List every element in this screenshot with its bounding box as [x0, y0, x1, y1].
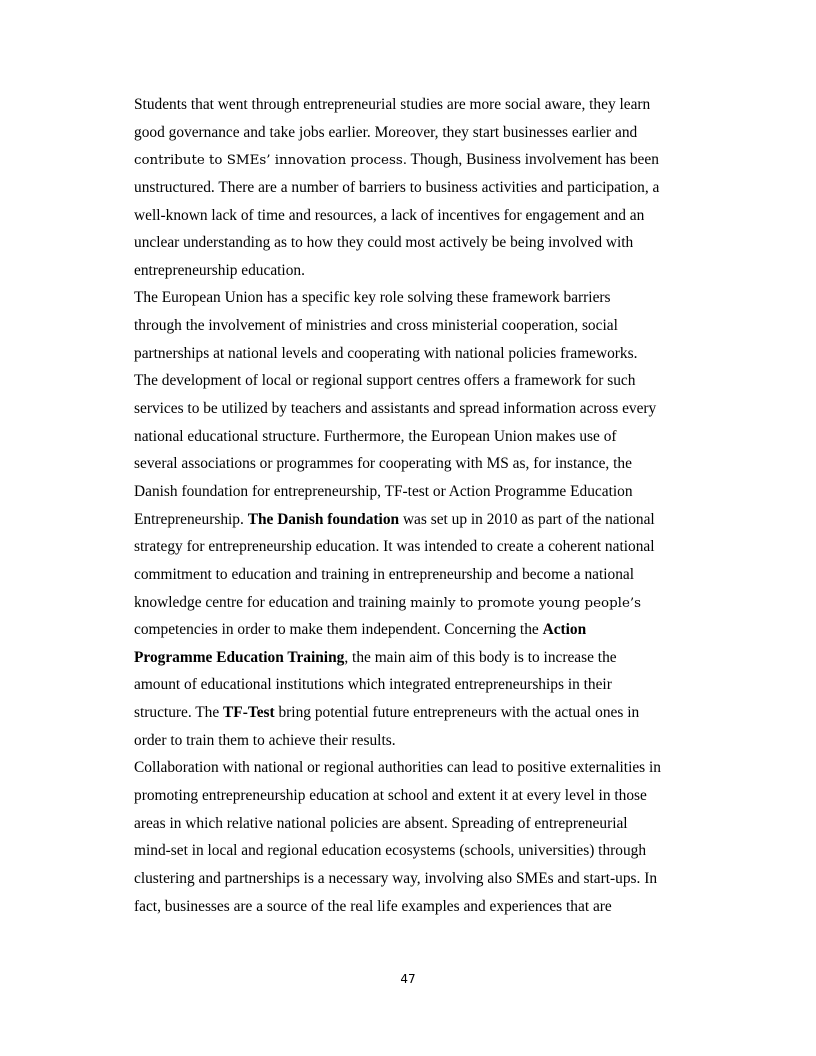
- text-line: unclear understanding as to how they could most actively be being involved with: [134, 234, 634, 252]
- text-line: promoting entrepreneurship education at school and extent it at every level in those: [134, 787, 647, 805]
- text-line: several associations or programmes for cooperating with MS as, for instance, the: [134, 455, 632, 473]
- text-line: services to be utilized by teachers and assistants and spread information across every: [134, 400, 657, 418]
- bold-term: Action: [542, 621, 587, 639]
- text-line: mind-set in local and regional education ecosystems (schools, universities) through: [134, 842, 647, 860]
- text-run: competencies in order to make them independent. Concerning the: [134, 621, 543, 639]
- text-line: strategy for entrepreneurship education. It was intended to create a coherent national: [134, 538, 655, 556]
- text-run: bring potential future entrepreneurs with the actual ones in: [274, 704, 640, 722]
- text-line: entrepreneurship education.: [134, 261, 305, 279]
- text-line: partnerships at national levels and cooperating with national policies frameworks.: [134, 344, 638, 362]
- text-line: through the involvement of ministries and cross ministerial cooperation, social: [134, 317, 618, 335]
- text-line: Collaboration with national or regional authorities can lead to positive externalities in: [134, 759, 661, 777]
- text-line: [134, 589, 686, 617]
- text-line: [134, 699, 686, 727]
- text-line: The European Union has a specific key role solving these framework barriers: [134, 289, 611, 307]
- text-run: Though, Business involvement has been: [406, 151, 659, 169]
- text-run: knowledge centre for education and training: [134, 593, 411, 611]
- page-number: 47: [400, 972, 416, 986]
- text-line: commitment to education and training in entrepreneurship and become a national: [134, 565, 635, 583]
- paragraph-2: [134, 284, 686, 754]
- bold-term: The Danish foundation: [247, 510, 400, 528]
- text-line: Students that went through entrepreneurial studies are more social aware, they learn: [134, 96, 651, 113]
- text-line: [134, 644, 686, 672]
- bold-term: Programme Education Training: [134, 648, 345, 666]
- text-line: The development of local or regional support centres offers a framework for such: [134, 372, 636, 390]
- text-line: areas in which relative national policies are absent. Spreading of entrepreneurial: [134, 814, 628, 832]
- text-run: structure. The: [134, 704, 224, 722]
- text-line: clustering and partnerships is a necessary way, involving also SMEs and start-ups. In: [134, 869, 658, 887]
- text-run: , the main aim of this body is to increase the: [344, 648, 617, 666]
- text-line: order to train them to achieve their results.: [134, 731, 396, 749]
- text-run: was set up in 2010 as part of the national: [399, 510, 655, 528]
- text-line: good governance and take jobs earlier. Moreover, they start businesses earlier and: [134, 123, 638, 141]
- paragraph-1: [134, 91, 686, 284]
- paragraph-3: [134, 754, 686, 920]
- text-line: Danish foundation for entrepreneurship, TF-test or Action Programme Education: [134, 482, 633, 500]
- text-line: amount of educational institutions which integrated entrepreneurships in their: [134, 676, 612, 694]
- text-line: [134, 616, 686, 644]
- text-run: Entrepreneurship.: [134, 510, 248, 528]
- text-line: [134, 146, 686, 174]
- text-line: national educational structure. Furthermore, the European Union makes use of: [134, 427, 617, 445]
- bold-term: TF-Test: [223, 704, 275, 722]
- text-run: mainly to promote young people’s: [410, 595, 641, 611]
- text-line: fact, businesses are a source of the real life examples and experiences that are: [134, 897, 612, 915]
- text-run: contribute to SMEs’ innovation process.: [134, 153, 407, 169]
- text-line: well-known lack of time and resources, a lack of incentives for engagement and an: [134, 206, 645, 224]
- body-text: [134, 91, 686, 920]
- text-line: unstructured. There are a number of barriers to business activities and participation, a: [134, 178, 660, 196]
- text-line: [134, 506, 686, 534]
